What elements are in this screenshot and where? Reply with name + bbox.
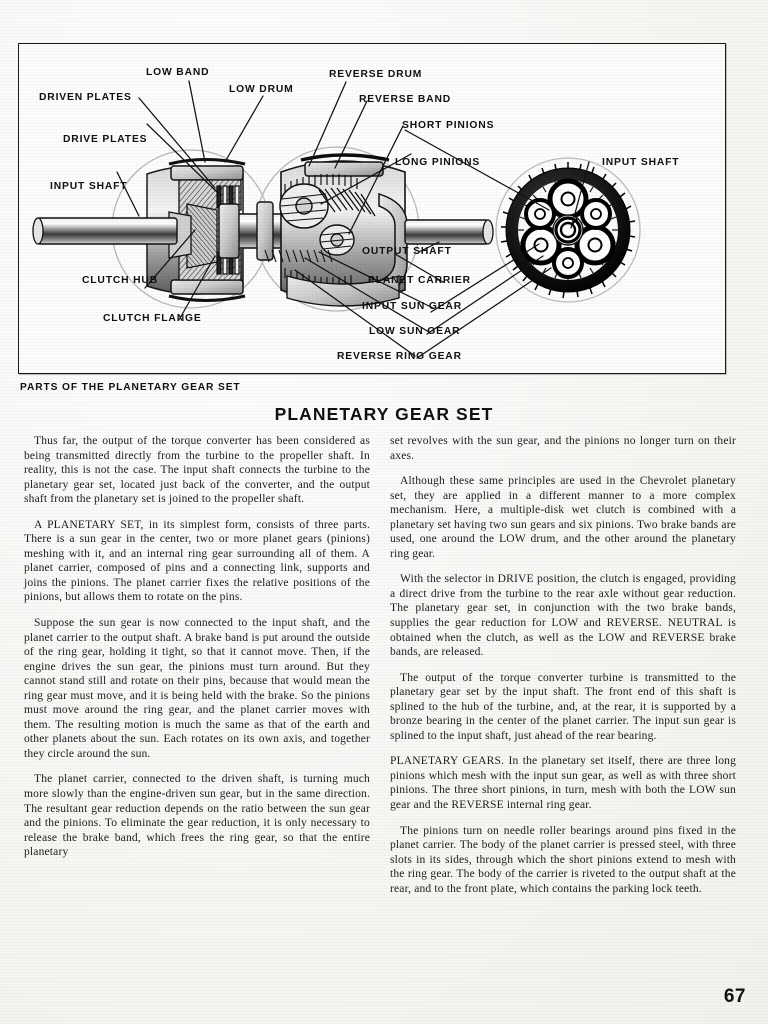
figure-illustration <box>19 44 725 373</box>
figure-label-low-drum: LOW DRUM <box>229 84 294 95</box>
figure-label-clutch-hub: CLUTCH HUB <box>82 275 158 286</box>
figure-label-input-shaft-right: INPUT SHAFT <box>602 157 680 168</box>
figure-label-short-pinions: SHORT PINIONS <box>402 120 495 131</box>
figure-label-low-sun-gear: LOW SUN GEAR <box>369 326 461 337</box>
figure-label-reverse-band: REVERSE BAND <box>359 94 452 105</box>
paragraph: The pinions turn on needle roller bearings around pins fixed in the planet carrier. The body of the planet carrier is pressed steel, with three slots in its sides, through which the short pinions extend to mesh with the ring gear. The body of the carrier is riveted to the output shaft at the rear, and to the front plate, which contains the parking lock teeth. <box>390 824 736 895</box>
paragraph: PLANETARY GEARS. In the planetary set itself, there are three long pinions which mesh with the input sun gear, as well as with three short pinions. The three short pinions, in turn, mesh with both the LOW sun gear and the REVERSE internal ring gear. <box>390 755 736 812</box>
paragraph: Suppose the sun gear is now connected to the input shaft, and the planet carrier to the output shaft. A brake band is put around the outside of the ring gear, holding it tight, so that it cannot move. Then, if the engine drives the sun gear, the pinions must turn around. But they cannot stand still and rotate on their pins, because that would mean the ring gear must move, and it is being held with the brake. So the pinions must move around the ring gear, and the planet carrier moves with them. The resulting motion is much the same as that of the earth and other planets about the sun. Each rotates on its own axis, and together they circle around the sun. <box>24 617 370 760</box>
paragraph: A PLANETARY SET, in its simplest form, consists of three parts. There is a sun gear in the center, two or more planet gears (pinions) meshing with it, and an internal ring gear surrounding all of them. A planet carrier, composed of pins and a connecting link, supports and joins the pinions. The planet carrier fixes the relative positions of the pinions, but allows them to rotate on the pins. <box>24 518 370 604</box>
figure-label-long-pinions: LONG PINIONS <box>395 157 481 168</box>
figure-label-reverse-ring-gear: REVERSE RING GEAR <box>337 351 462 362</box>
right-column <box>390 434 736 907</box>
figure-caption: PARTS OF THE PLANETARY GEAR SET <box>20 382 241 393</box>
body-columns <box>24 434 736 907</box>
paragraph: Although these same principles are used in the Chevrolet planetary set, they are applied in a different manner to a more complex mechanism. Here, a multiple-disk wet clutch is combined with a planetary set having two sun gears and six pinions. Two brake bands are used, one around the LOW drum, and the other around the planetary ring gear. <box>390 475 736 560</box>
paragraph: Thus far, the output of the torque converter has been considered as being transmitted directly from the turbine to the propeller shaft. In reality, this is not the case. The input shaft connects the turbine to the planetary gear set, located just back of the converter, and the output shaft from the planetary set is joined to the propeller shaft. <box>24 435 370 506</box>
paragraph: The planet carrier, connected to the driven shaft, is turning much more slowly than the engine-driven sun gear, but in the same direction. The resultant gear reduction depends on the ratio between the sun gear and the pinions. To eliminate the gear reduction, it is only necessary to release the brake band, which frees the ring gear, so that the entire planetary <box>24 773 370 859</box>
figure-label-clutch-flange: CLUTCH FLANGE <box>103 313 202 324</box>
figure-label-reverse-drum: REVERSE DRUM <box>329 69 423 80</box>
paragraph: The output of the torque converter turbine is transmitted to the planetary gear set by the input shaft. The front end of this shaft is splined to the hub of the turbine, and, at the rear, it is supported by a bronze bearing in the center of the planet carrier. The input sun gear is splined to the input shaft, just ahead of the rear bearing. <box>390 671 736 742</box>
figure-label-input-sun-gear: INPUT SUN GEAR <box>362 301 463 312</box>
figure-label-low-band: LOW BAND <box>146 67 210 78</box>
figure-label-planet-carrier: PLANET CARRIER <box>368 275 471 286</box>
figure-label-output-shaft: OUTPUT SHAFT <box>362 246 452 257</box>
figure-label-drive-plates: DRIVE PLATES <box>63 134 148 145</box>
figure-label-driven-plates: DRIVEN PLATES <box>39 92 132 103</box>
paragraph: set revolves with the sun gear, and the pinions no longer turn on their axes. <box>390 435 736 462</box>
figure-label-input-shaft-left: INPUT SHAFT <box>50 181 128 192</box>
page-title: PLANETARY GEAR SET <box>274 404 494 424</box>
left-column <box>24 434 370 907</box>
figure-frame <box>18 43 726 374</box>
page-number: 67 <box>723 986 746 1007</box>
paragraph: With the selector in DRIVE position, the clutch is engaged, providing a direct drive from the turbine to the rear axle without gear reduction. The planetary gear set, in conjunction with the two brake bands, supplies the gear reduction for LOW and REVERSE. NEUTRAL is obtained when the clutch, as well as the LOW and REVERSE brake bands, are released. <box>390 573 736 659</box>
